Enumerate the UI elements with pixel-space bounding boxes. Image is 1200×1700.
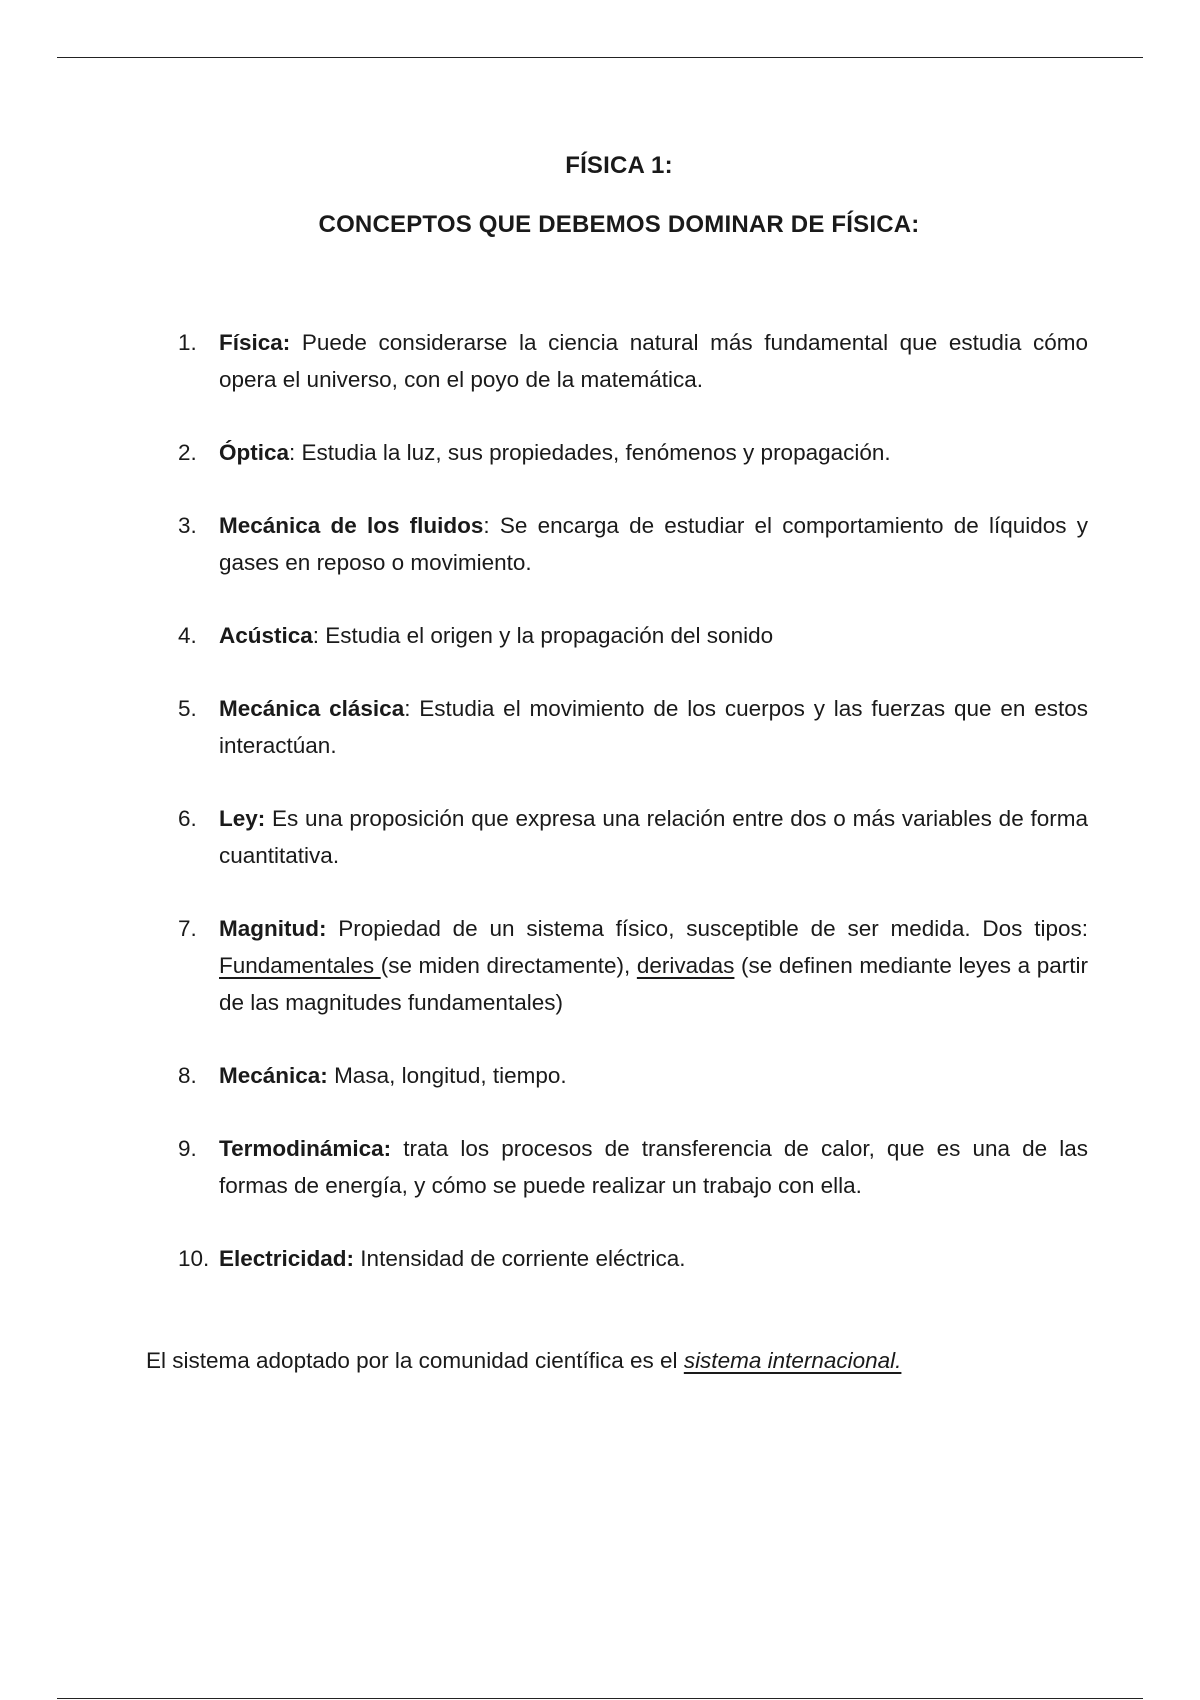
item-number: 5.: [178, 696, 197, 721]
list-item: [178, 507, 1088, 581]
item-term: Acústica: [219, 623, 313, 648]
item-body: [219, 910, 1088, 1021]
item-body: [219, 690, 1088, 764]
item-number: 4.: [178, 623, 197, 648]
item-body: [219, 1130, 1088, 1204]
bottom-divider: [57, 1698, 1143, 1699]
document-title: FÍSICA 1:: [565, 152, 673, 179]
item-number: 6.: [178, 806, 197, 831]
document-subtitle: CONCEPTOS QUE DEBEMOS DOMINAR DE FÍSICA:: [318, 211, 920, 238]
list-item: [178, 1240, 1088, 1277]
item-body: [219, 1240, 1088, 1277]
list-item: [178, 434, 1088, 471]
item-term: Ley:: [219, 806, 266, 831]
item-text: trata los procesos de transferencia de calor, que es una de las formas de energía, y cómo se puede realizar un trabajo con ella.: [219, 1136, 1088, 1198]
item-text: Intensidad de corriente eléctrica.: [354, 1246, 686, 1271]
item-text: Propiedad de un sistema físico, susceptible de ser medida. Dos tipos:: [326, 916, 1088, 941]
item-term: Física:: [219, 330, 291, 355]
item-number: 3.: [178, 513, 197, 538]
item-body: [219, 507, 1088, 581]
list-item: [178, 800, 1088, 874]
item-number: 10.: [178, 1246, 210, 1271]
item-text: Es una proposición que expresa una relación entre dos o más variables de forma cuantitativa.: [219, 806, 1088, 868]
item-text: Puede considerarse la ciencia natural más fundamental que estudia cómo opera el universo, con el poyo de la matemática.: [219, 330, 1088, 392]
item-body: [219, 800, 1088, 874]
item-text: : Estudia el origen y la propagación del sonido: [312, 623, 774, 648]
list-item: [178, 910, 1088, 1021]
item-text: : Estudia el movimiento de los cuerpos y las fuerzas que en estos interactúan.: [219, 696, 1088, 758]
list-item: [178, 1057, 1088, 1094]
item-term: Electricidad:: [219, 1246, 355, 1271]
item-term: Mecánica clásica: [219, 696, 405, 721]
list-item: [178, 324, 1088, 398]
item-body: [219, 617, 1088, 654]
item-text: Masa, longitud, tiempo.: [327, 1063, 567, 1088]
item-body: [219, 434, 1088, 471]
underlined-term-fundamentales: Fundamentales: [219, 953, 381, 978]
item-term: Magnitud:: [219, 916, 327, 941]
item-text: : Se encarga de estudiar el comportamiento de líquidos y gases en reposo o movimiento.: [219, 513, 1088, 575]
underlined-term-derivadas: derivadas: [636, 953, 735, 978]
list-item: [178, 690, 1088, 764]
item-body: [219, 1057, 1088, 1094]
closing-paragraph: [146, 1342, 1146, 1379]
top-divider: [57, 57, 1143, 58]
item-number: 9.: [178, 1136, 197, 1161]
concepts-list: [178, 324, 1088, 1313]
item-number: 1.: [178, 330, 197, 355]
item-number: 2.: [178, 440, 197, 465]
item-term: Termodinámica:: [219, 1136, 392, 1161]
item-term: Mecánica:: [219, 1063, 328, 1088]
item-text: (se miden directamente),: [380, 953, 637, 978]
item-number: 8.: [178, 1063, 197, 1088]
list-item: [178, 1130, 1088, 1204]
item-term: Mecánica de los fluidos: [219, 513, 484, 538]
item-body: [219, 324, 1088, 398]
item-text: (se definen mediante leyes a partir de las magnitudes fundamentales): [219, 953, 1088, 1015]
item-text: : Estudia la luz, sus propiedades, fenómenos y propagación.: [289, 440, 891, 465]
closing-text: El sistema adoptado por la comunidad científica es el: [146, 1348, 684, 1373]
closing-emphasis: sistema internacional.: [683, 1348, 902, 1373]
item-number: 7.: [178, 916, 197, 941]
item-term: Óptica: [219, 440, 290, 465]
list-item: [178, 617, 1088, 654]
